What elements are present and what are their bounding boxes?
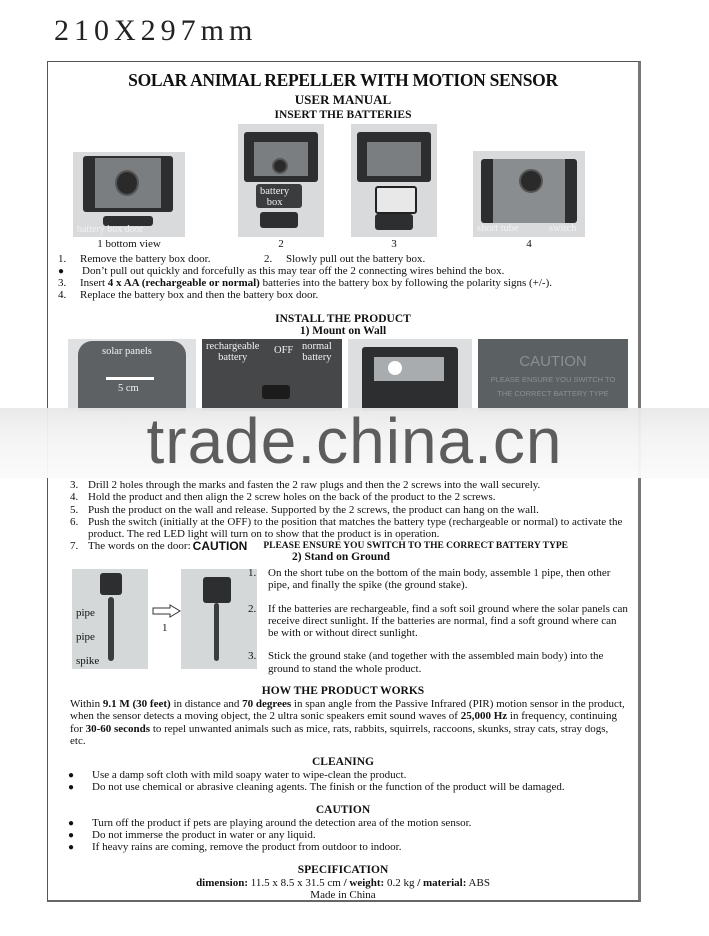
- text: Within: [70, 698, 103, 710]
- wall-step: [70, 504, 630, 516]
- caption-step-2: 2: [278, 238, 284, 250]
- photo-short-tube-switch: [473, 151, 585, 237]
- step-text: Push the switch (initially at the OFF) to the position that matches the battery type (rechargeable or normal) to activate the product. The red LED light will turn on to show that the product is in operation.: [88, 515, 623, 541]
- frequency-value: 25,000 Hz: [460, 710, 508, 723]
- step-replace-box: [58, 289, 318, 302]
- step-text: Replace the battery box and then the battery box door.: [80, 289, 319, 301]
- duration-value: 30-60 seconds: [85, 722, 151, 735]
- caution-item: [68, 841, 401, 855]
- step-number: 2.: [248, 602, 257, 615]
- step-number: 1.: [248, 567, 257, 579]
- step-number: 3.: [70, 479, 79, 491]
- step-number: 3.: [248, 650, 257, 663]
- caption-bottom-view: 1 bottom view: [97, 238, 161, 250]
- step-number: 6.: [70, 515, 79, 528]
- text: in span angle from the Passive Infrared (PIR) motion sensor in the product, when the sensor detects a moving object, the 2 ultra sonic speakers emit sound waves of: [70, 698, 625, 723]
- label-pipe-1: pipe: [76, 607, 95, 619]
- step-text: Remove the battery box door.: [80, 253, 211, 265]
- step-text: Hold the product and then align the 2 screw holes on the back of the product to the 2 screws.: [88, 491, 496, 504]
- photo-pipes-assembled: [181, 569, 257, 669]
- dimension-value: 11.5 x 8.5 x 31.5 cm: [248, 877, 344, 889]
- item-text: Do not use chemical or abrasive cleaning agents. The finish or the function of the product will be damaged.: [92, 781, 565, 793]
- step-text: On the short tube on the bottom of the main body, assemble 1 pipe, then other pipe, and finally the spike (the ground stake).: [268, 567, 611, 592]
- label-short-tube: short tube: [477, 223, 519, 234]
- step-text: The words on the door:: [88, 540, 191, 553]
- bullet-icon: ●: [68, 818, 75, 829]
- label-caution: CAUTION: [519, 353, 587, 370]
- item-text: Turn off the product if pets are playing around the detection area of the motion sensor.: [92, 817, 472, 829]
- how-it-works-text: [70, 698, 626, 748]
- step-number: 4.: [58, 289, 67, 301]
- bullet-icon: ●: [68, 842, 75, 853]
- dimension-label: dimension:: [196, 877, 249, 889]
- section-heading-cleaning: CLEANING: [312, 756, 374, 768]
- wall-step: [70, 479, 630, 491]
- step-number: 4.: [70, 491, 79, 504]
- item-text: Use a damp soft cloth with mild soapy water to wipe-clean the product.: [92, 769, 407, 781]
- label-battery-box: [260, 186, 289, 208]
- subheading-mount-on-wall: 1) Mount on Wall: [299, 325, 387, 337]
- ground-step: [248, 650, 628, 675]
- label-line: battery: [260, 186, 290, 197]
- weight-value: 0.2 kg: [384, 877, 418, 889]
- label-battery-box-door: battery box door: [77, 224, 144, 235]
- ground-steps: [248, 567, 628, 675]
- photo-battery-switch: [202, 339, 342, 411]
- ground-step: [248, 567, 628, 592]
- label-switch: switch: [549, 223, 577, 234]
- bullet-icon: ●: [68, 782, 75, 793]
- angle-value: 70 degrees: [242, 698, 292, 710]
- bullet-icon: ●: [68, 770, 75, 781]
- label-line: battery: [218, 352, 248, 363]
- label-line: box: [266, 197, 283, 208]
- photo-battery-box: [238, 124, 324, 237]
- arrow-right-icon: [152, 605, 182, 617]
- label-5cm: 5 cm: [118, 383, 139, 394]
- cleaning-item: [68, 781, 565, 795]
- made-in: Made in China: [310, 889, 376, 901]
- bullet-icon: ●: [58, 266, 65, 277]
- range-value: 9.1 M (30 feet): [102, 698, 171, 710]
- section-heading-how-it-works: HOW THE PRODUCT WORKS: [261, 685, 425, 697]
- text: in frequency, continuing for: [70, 710, 618, 735]
- label-line: rechargeable: [206, 341, 260, 352]
- step-number: 1.: [58, 253, 67, 265]
- section-heading-insert-batteries: INSERT THE BATTERIES: [274, 109, 412, 121]
- step-text: Drill 2 holes through the marks and fasten the 2 raw plugs and then the 2 screws into the wall securely.: [88, 479, 541, 491]
- wall-step: [70, 516, 630, 541]
- label-off: OFF: [274, 345, 294, 356]
- ground-step: [248, 603, 628, 640]
- wall-steps: [70, 479, 630, 553]
- label-normal: [302, 341, 332, 363]
- label-pipe-2: pipe: [76, 631, 95, 643]
- step-text: Slowly pull out the battery box.: [285, 253, 426, 265]
- photo-led-front: [348, 339, 472, 411]
- step-insert-batteries: [58, 277, 552, 290]
- bullet-icon: ●: [68, 830, 75, 841]
- photo-solar-panels: [68, 339, 196, 411]
- caution-message: PLEASE ENSURE YOU SWITCH TO THE CORRECT BATTERY TYPE: [263, 541, 568, 552]
- document-title: SOLAR ANIMAL REPELLER WITH MOTION SENSOR: [128, 70, 558, 90]
- label-battery-type: THE CORRECT BATTERY TYPE: [497, 389, 609, 398]
- step-text: batteries into the battery box by following the polarity signs (+/-).: [259, 277, 552, 289]
- step-text: If the batteries are rechargeable, find a soft soil ground where the solar panels can receive direct sunlight. If the batteries are normal, find a soft ground where can be with or without direct sunlight.: [268, 602, 628, 640]
- document-subtitle: USER MANUAL: [294, 92, 392, 107]
- watermark: trade.china.cn: [146, 405, 563, 477]
- subheading-stand-on-ground: 2) Stand on Ground: [292, 551, 390, 563]
- wall-step: [70, 491, 630, 503]
- label-line: normal: [302, 341, 332, 352]
- weight-label: / weight:: [343, 877, 385, 889]
- manual-page: [47, 61, 641, 902]
- material-label: / material:: [417, 877, 467, 889]
- photo-bottom-view: [73, 152, 185, 237]
- photo-pipes-disassembled: [72, 569, 148, 669]
- text: to repel unwanted animals such as mice, rats, rabbits, squirrels, raccoons, skunks, stray cats, stray dogs, etc.: [70, 722, 609, 748]
- step-text: Push the product on the wall and release. Supported by the 2 screws, the product can hang on the wall.: [88, 503, 539, 516]
- step-number: 5.: [70, 503, 79, 516]
- section-heading-install: INSTALL THE PRODUCT: [275, 313, 411, 325]
- label-rechargeable: [206, 341, 259, 363]
- step-number: 2.: [263, 253, 273, 265]
- step-text: Stick the ground stake (and together with the assembled main body) into the ground to stand the whole product.: [268, 650, 604, 675]
- item-text: If heavy rains are coming, remove the product from outdoor to indoor.: [92, 841, 402, 853]
- step-number: 7.: [70, 540, 79, 553]
- caption-step-3: 3: [391, 238, 397, 250]
- step-text: Insert: [80, 277, 108, 289]
- text: in distance and: [170, 698, 243, 710]
- section-heading-specification: SPECIFICATION: [297, 864, 389, 876]
- label-line: battery: [302, 352, 332, 363]
- item-text: Do not immerse the product in water or any liquid.: [92, 829, 316, 841]
- material-value: ABS: [466, 877, 490, 889]
- label-ensure: PLEASE ENSURE YOU SWITCH TO: [490, 375, 616, 384]
- label-spike: spike: [76, 655, 100, 667]
- warning-text: Don’t pull out quickly and forcefully as this may tear off the 2 connecting wires behind the box.: [82, 265, 505, 277]
- step-number: 3.: [58, 277, 67, 289]
- caption-step-4: 4: [526, 238, 532, 250]
- spec-line: [48, 877, 638, 889]
- section-heading-caution: CAUTION: [315, 804, 371, 816]
- page-size-label: 210X297mm: [54, 14, 258, 47]
- caution-word: CAUTION: [192, 539, 248, 554]
- photo-battery-inserted: [351, 124, 437, 237]
- step-remove-door: [58, 253, 425, 266]
- label-solar-panels: solar panels: [102, 346, 152, 357]
- photo-caution-label: [478, 339, 628, 411]
- arrow-label: 1: [162, 622, 168, 634]
- battery-type: 4 x AA (rechargeable or normal): [107, 277, 260, 289]
